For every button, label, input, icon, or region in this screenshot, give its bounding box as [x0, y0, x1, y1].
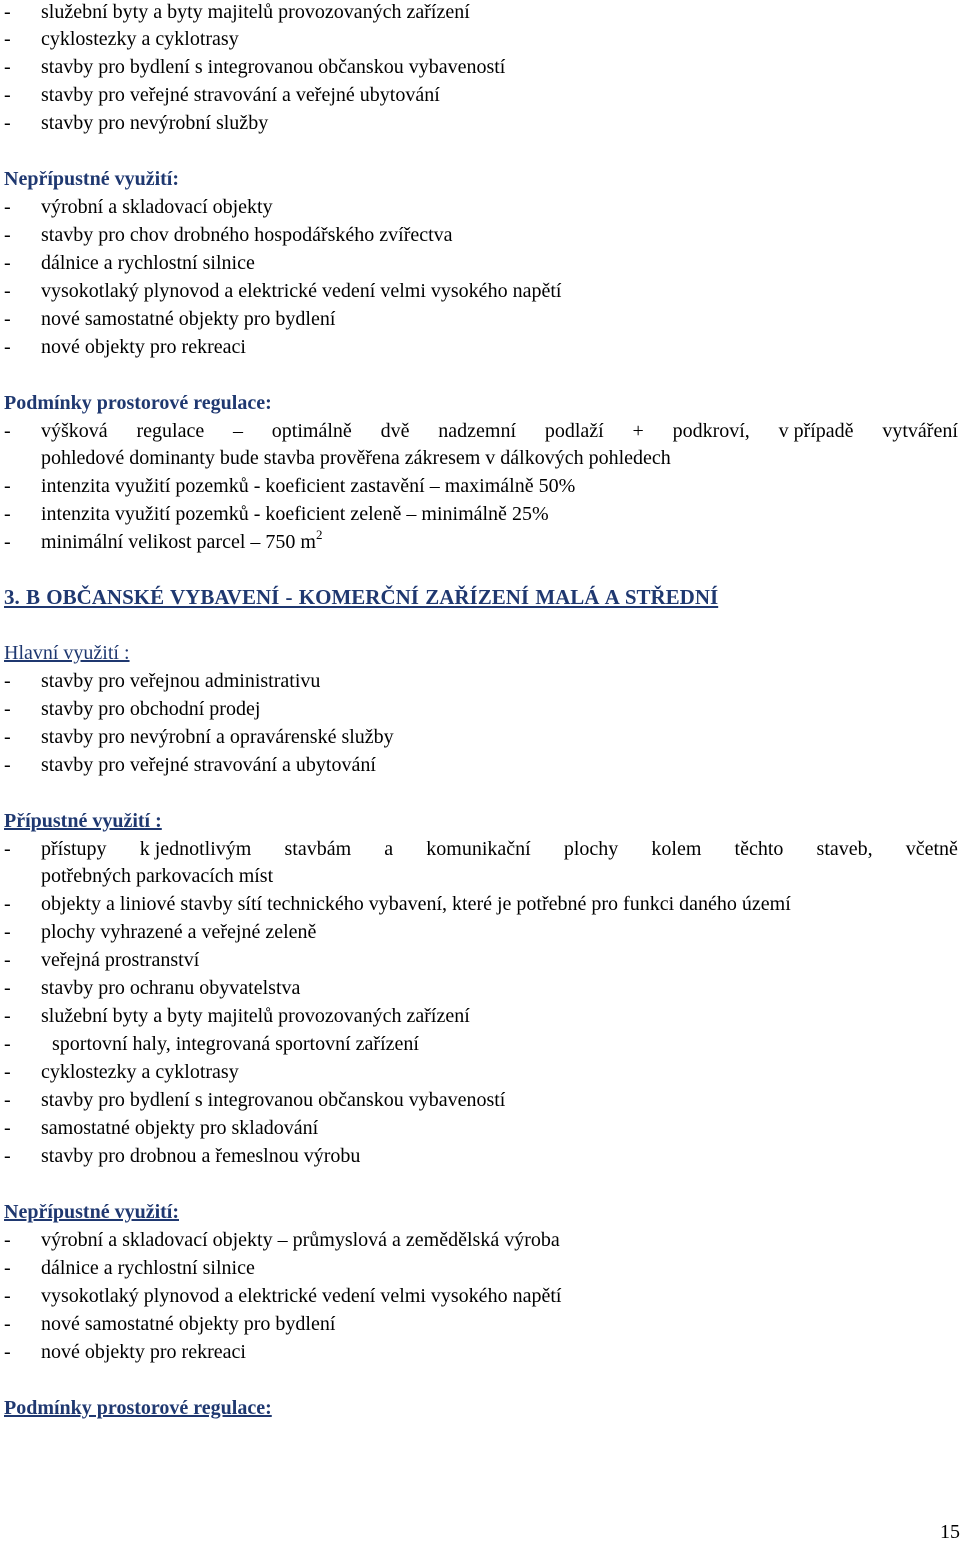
word: přístupy: [41, 838, 107, 860]
word: regulace: [136, 420, 205, 442]
word: plochy: [563, 838, 619, 860]
section-heading: Podmínky prostorové regulace:: [4, 392, 272, 414]
word: podkroví,: [672, 420, 750, 442]
parcel-text: minimální velikost parcel – 750 m: [41, 531, 316, 553]
word: nadzemní: [438, 420, 517, 442]
word: včetně: [905, 838, 958, 860]
justified-line: [41, 837, 958, 861]
word: staveb,: [816, 838, 873, 860]
superscript: 2: [315, 527, 323, 542]
word: a: [384, 838, 394, 860]
list-item: - přístupy k jednotlivým stavbám a komunikační plochy kolem těchto staveb, včetně: [4, 838, 958, 860]
section-heading: Přípustné využití :: [4, 810, 162, 832]
section-heading: Podmínky prostorové regulace:: [4, 1397, 272, 1419]
word: v případě: [778, 420, 854, 442]
word: těchto: [734, 838, 784, 860]
word: +: [632, 420, 644, 442]
section-heading: Hlavní využití :: [4, 642, 130, 664]
word: stavbám: [284, 838, 352, 860]
section-heading: Nepřípustné využití:: [4, 168, 179, 190]
word: –: [233, 420, 243, 442]
list-item: - výšková regulace – optimálně dvě nadzemní podlaží + podkroví, v případě vytváření: [4, 420, 958, 442]
justified-line: [41, 419, 958, 443]
word: vytváření: [882, 420, 958, 442]
word: komunikační: [426, 838, 531, 860]
word: dvě: [380, 420, 410, 442]
page-number: 15: [940, 1521, 960, 1543]
word: podlaží: [544, 420, 604, 442]
word: výšková: [41, 420, 108, 442]
word: k jednotlivým: [139, 838, 252, 860]
section-title: 3. B OBČANSKÉ VYBAVENÍ - KOMERČNÍ ZAŘÍZENÍ MALÁ A STŘEDNÍ: [4, 585, 719, 609]
section-heading: Nepřípustné využití:: [4, 1201, 179, 1223]
word: optimálně: [271, 420, 352, 442]
word: kolem: [651, 838, 702, 860]
